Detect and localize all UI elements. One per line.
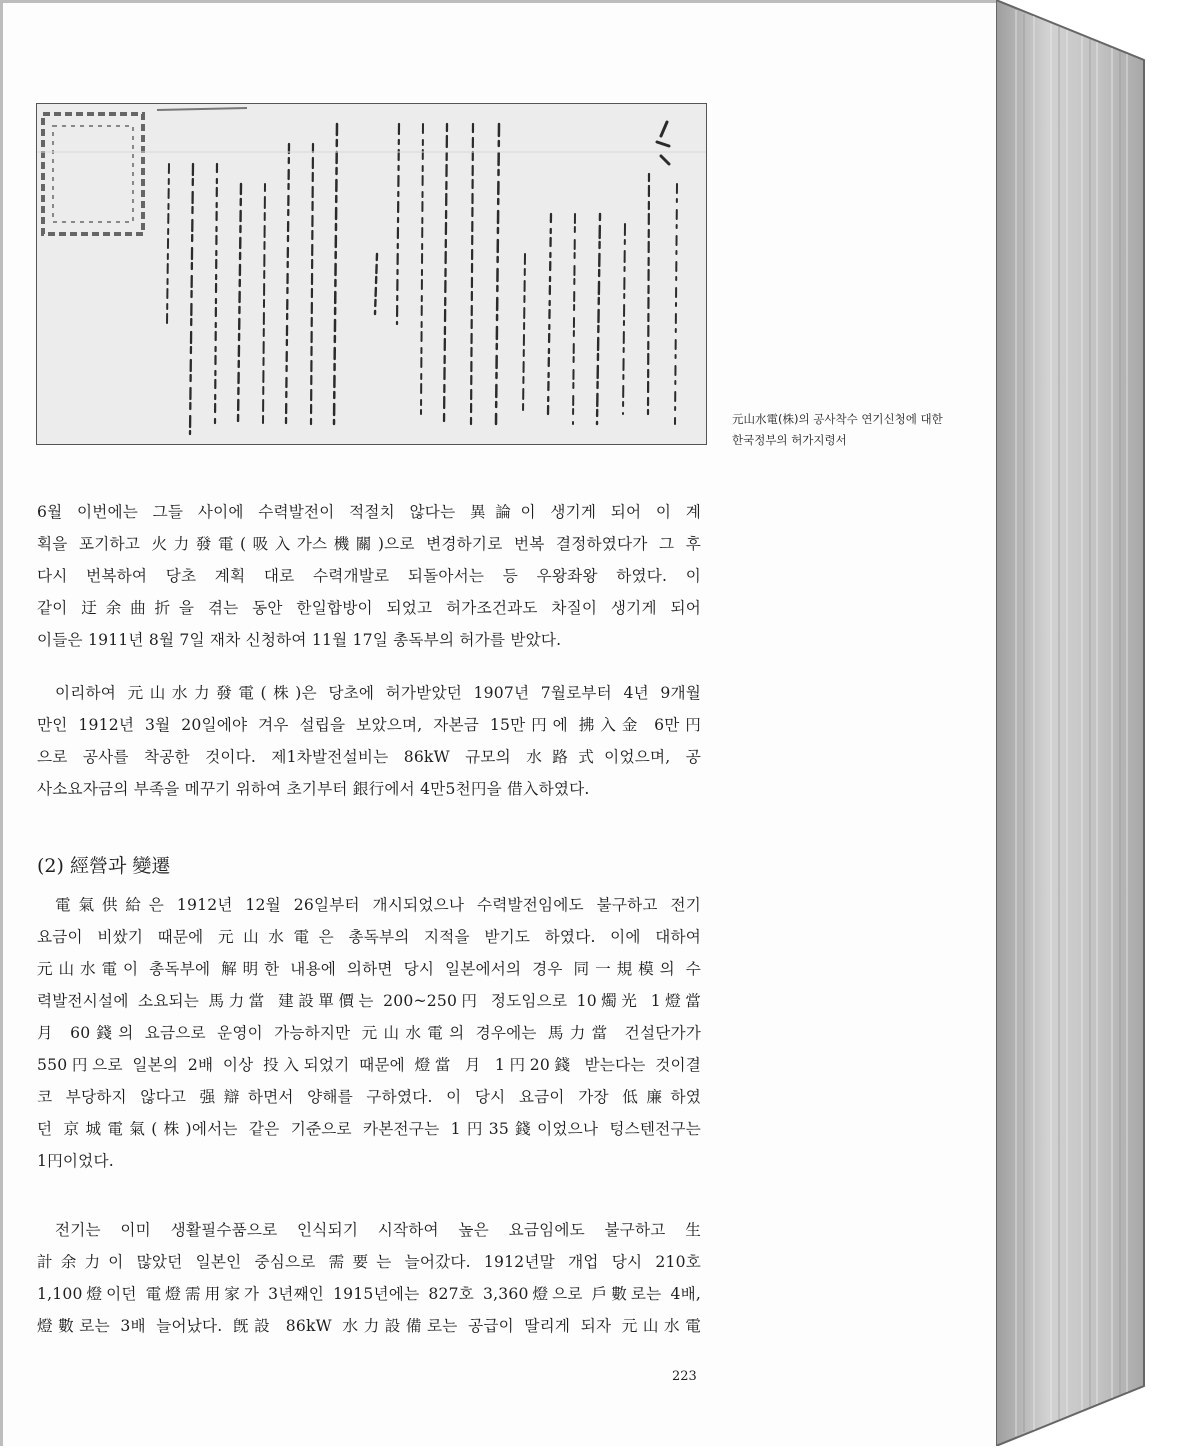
text-line: 다시 번복하여 당초 계획 대로 수력개발로 되돌아서는 등 우왕좌왕 하였다. 이 [37, 567, 701, 585]
caption-line: 한국정부의 허가지령서 [732, 433, 847, 447]
text-line: 電氣供給은 1912년 12월 26일부터 개시되었으나 수력발전임에도 불구하고 전기 [55, 896, 701, 914]
text-line: 전기는 이미 생활필수품으로 인식되기 시작하여 높은 요금임에도 불구하고 生 [55, 1221, 701, 1239]
text-line: 이리하여 元山水力發電(株)은 당초에 허가받았던 1907년 7월로부터 4년 9개월 [55, 684, 701, 702]
figure-caption [732, 409, 972, 451]
text-line: 던 京城電氣(株)에서는 같은 기준으로 카본전구는 1円35錢이었으나 텅스텐전구는 [37, 1120, 701, 1138]
page-number: 223 [672, 1369, 697, 1384]
book-edge-pages [996, 0, 1192, 1446]
text-line: 1,100燈이던 電燈需用家가 3년째인 1915년에는 827호 3,360燈으로 戶數로는 4배, [37, 1285, 701, 1303]
text-line: 燈數로는 3배 늘어났다. 旣設 86kW 水力設備로는 공급이 딸리게 되자 元山水電 [37, 1317, 701, 1335]
text-line: 550円으로 일본의 2배 이상 投入되었기 때문에 燈當 月 1円20錢 받는다는 것이결 [37, 1056, 701, 1074]
text-line: 력발전시설에 소요되는 馬力當 建設單價는 200~250円 정도임으로 10燭光 1燈當 [37, 992, 701, 1010]
text-line: 月 60錢의 요금으로 운영이 가능하지만 元山水電의 경우에는 馬力當 건설단가가 [37, 1024, 701, 1042]
text-line: 이들은 1911년 8월 7일 재차 신청하여 11월 17일 총독부의 허가를 받았다. [37, 631, 562, 649]
text-line: 6월 이번에는 그들 사이에 수력발전이 적절치 않다는 異論이 생기게 되어 이 계 [37, 503, 701, 521]
paragraph-3 [37, 889, 701, 1177]
caption-line: 元山水電(株)의 공사착수 연기신청에 대한 [732, 412, 943, 426]
text-line: 으로 공사를 착공한 것이다. 제1차발전설비는 86kW 규모의 水路式이었으며, 공 [37, 748, 701, 766]
text-line: 元山水電이 총독부에 解明한 내용에 의하면 당시 일본에서의 경우 同一規模의 수 [37, 960, 701, 978]
paragraph-1 [37, 496, 701, 656]
text-line: 획을 포기하고 火力發電(吸入가스機關)으로 변경하기로 번복 결정하였다가 그 후 [37, 535, 701, 553]
section-heading: (2) 經營과 變遷 [37, 855, 171, 877]
text-line: 사소요자금의 부족을 메꾸기 위하여 초기부터 銀行에서 4만5천円을 借入하였다. [37, 780, 590, 798]
text-line: 요금이 비쌌기 때문에 元山水電은 총독부의 지적을 받기도 하였다. 이에 대하여 [37, 928, 701, 946]
text-line: 코 부당하지 않다고 强辯하면서 양해를 구하였다. 이 당시 요금이 가장 低廉하였 [37, 1088, 701, 1106]
text-line: 같이 迂余曲折을 겪는 동안 한일합방이 되었고 허가조건과도 차질이 생기게 되어 [37, 599, 701, 617]
text-line: 計余力이 많았던 일본인 중심으로 需要는 늘어갔다. 1912년말 개업 당시 210호 [37, 1253, 701, 1271]
historical-document-photo [36, 103, 707, 445]
text-line: 1円이었다. [37, 1152, 114, 1170]
paragraph-4 [37, 1214, 701, 1342]
book-edge-illustration [996, 0, 1192, 1446]
paragraph-2 [37, 677, 701, 805]
handwritten-document-image [37, 104, 706, 444]
text-line: 만인 1912년 3월 20일에야 겨우 설립을 보았으며, 자본금 15만円에 拂入金 6만円 [37, 716, 701, 734]
